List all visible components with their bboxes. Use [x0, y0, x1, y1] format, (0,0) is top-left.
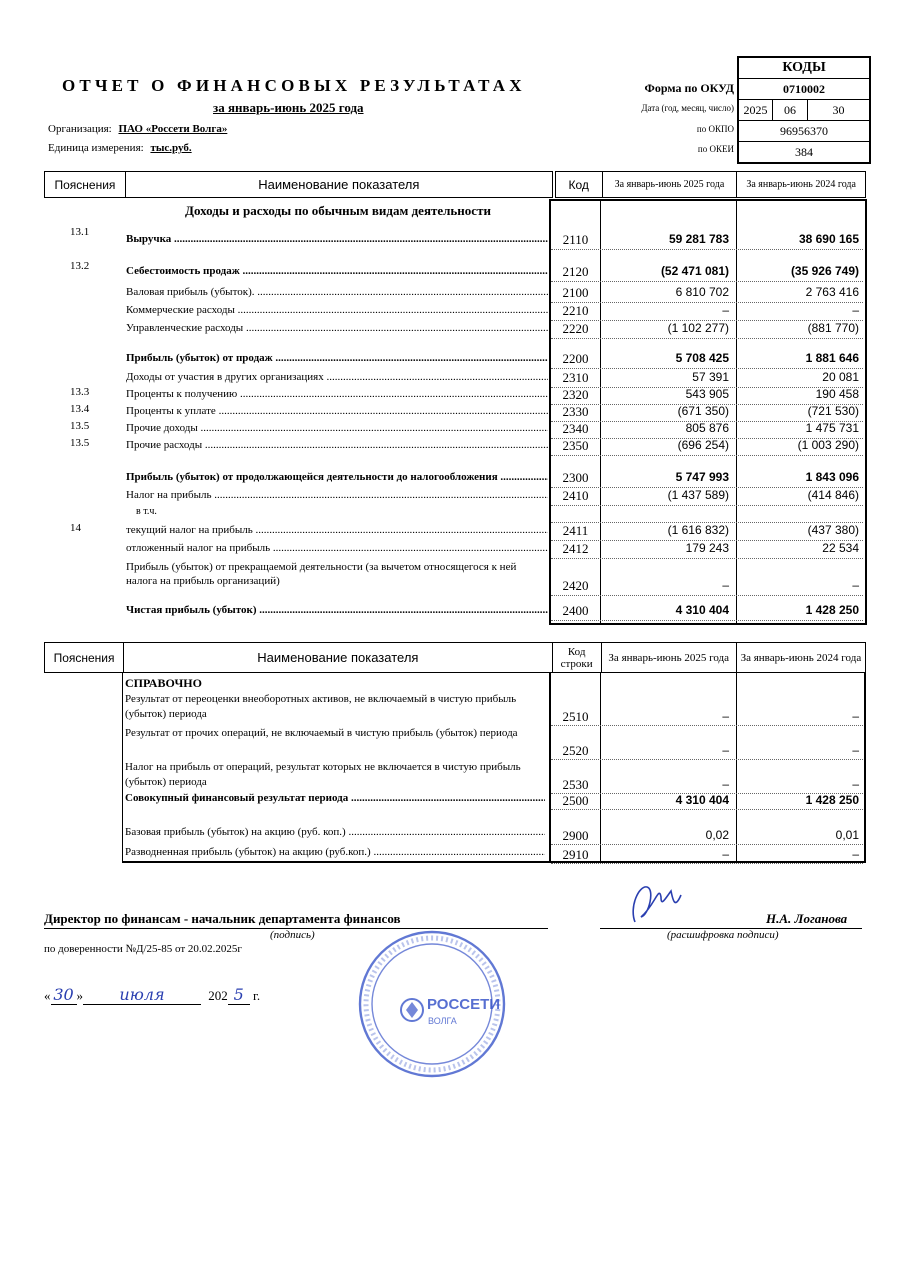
t1-section-title: Доходы и расходы по обычным видам деятельности — [185, 203, 491, 218]
row-divider — [551, 759, 863, 760]
org-row — [48, 123, 227, 135]
okpo-label: по ОКПО — [696, 124, 734, 134]
org-value: ПАО «Россети Волга» — [118, 123, 228, 135]
row-name: Валовая прибыль (убыток). ..... — [126, 286, 548, 298]
t2-col-2024: За январь-июнь 2024 года — [736, 643, 865, 673]
row-code: 2320 — [562, 387, 589, 402]
row-code: 2412 — [562, 541, 589, 556]
row-value-2025: – — [722, 847, 729, 861]
row-value-2024: 38 690 165 — [798, 232, 859, 246]
table2-header — [44, 642, 866, 673]
row-note: 13.5 — [70, 420, 90, 432]
t1-col-2025: За январь-июнь 2025 года — [602, 172, 737, 198]
date-month: 06 — [772, 100, 807, 120]
row-name: Разводненная прибыль (убыток) на акцию (руб.коп.) ..... — [125, 846, 545, 858]
row-code: 2900 — [562, 828, 589, 843]
report-title: ОТЧЕТ О ФИНАНСОВЫХ РЕЗУЛЬТАТАХ — [62, 76, 526, 95]
t1-col-2024: За январь-июнь 2024 года — [737, 172, 866, 198]
date-day: 30 — [51, 985, 77, 1005]
row-value-2025: (1 616 832) — [667, 523, 729, 537]
row-value-2025: – — [722, 709, 729, 723]
row-name: Прибыль (убыток) от продаж ..... — [126, 352, 548, 364]
stamp-logo-icon — [401, 999, 423, 1021]
row-value-2024: (437 380) — [807, 523, 859, 537]
row-note: 13.2 — [70, 260, 90, 272]
okei-label: по ОКЕИ — [697, 144, 734, 154]
row-divider — [551, 620, 863, 621]
row-value-2024: (35 926 749) — [790, 264, 859, 278]
row-name: Совокупный финансовый результат периода ..... — [125, 792, 545, 804]
t1-col-notes: Пояснения — [45, 172, 126, 198]
date-label: Дата (год, месяц, число) — [641, 103, 734, 113]
row-value-2025: (696 254) — [677, 438, 729, 452]
row-note: 13.4 — [70, 403, 90, 415]
row-divider — [551, 844, 863, 845]
okud-label: Форма по ОКУД — [644, 81, 734, 95]
date-day: 30 — [807, 100, 869, 120]
row-value-2025: – — [722, 743, 729, 757]
unit-value: тыс.руб. — [150, 142, 192, 154]
row-name: отложенный налог на прибыль ..... — [126, 542, 548, 554]
t2-col-notes: Пояснения — [45, 643, 124, 673]
row-code: 2100 — [562, 285, 589, 300]
row-value-2024: 1 428 250 — [805, 793, 859, 807]
row-value-2025: 6 810 702 — [675, 285, 729, 299]
date-line — [44, 985, 260, 1005]
row-value-2024: (1 003 290) — [797, 438, 859, 452]
row-value-2025: 179 243 — [685, 541, 729, 555]
row-name: Прибыль (убыток) от прекращаемой деятельности (за вычетом относящегося к ней налога на прибыль организаций) — [126, 561, 517, 587]
row-value-2024: 1 475 731 — [805, 421, 859, 435]
row-code: 2120 — [562, 264, 589, 279]
row-code: 2530 — [562, 777, 589, 792]
row-value-2024: – — [852, 709, 859, 723]
row-name: Прочие расходы ..... — [126, 439, 548, 451]
row-value-2024: 20 081 — [822, 370, 859, 384]
row-code: 2310 — [562, 370, 589, 385]
row-code: 2410 — [562, 488, 589, 503]
row-code: 2350 — [562, 438, 589, 453]
row-value-2024: – — [852, 578, 859, 592]
row-value-2024: – — [852, 303, 859, 317]
row-divider — [551, 558, 863, 559]
row-note: 14 — [70, 522, 81, 534]
row-divider — [551, 368, 863, 369]
row-value-2025: (1 102 277) — [667, 321, 729, 335]
unit-label: Единица измерения: — [48, 142, 144, 154]
row-name: Доходы от участия в других организациях ..... — [126, 371, 548, 383]
row-divider — [551, 595, 863, 596]
proxy-text: по доверенности №Д/25-85 от 20.02.2025г — [44, 943, 242, 955]
row-name: Прочие доходы ..... — [126, 422, 548, 434]
row-value-2024: 1 428 250 — [805, 603, 859, 617]
row-value-2025: 5 747 993 — [675, 470, 729, 484]
row-code: 2200 — [562, 351, 589, 366]
row-name: Проценты к уплате ..... — [126, 405, 548, 417]
report-period: за январь-июнь 2025 года — [213, 100, 364, 115]
table1-header — [44, 171, 866, 198]
row-divider — [551, 249, 863, 250]
row-note: 13.5 — [70, 437, 90, 449]
row-code: 2110 — [562, 232, 589, 247]
row-divider — [551, 455, 863, 456]
row-divider — [551, 725, 863, 726]
row-code: 2510 — [562, 709, 589, 724]
row-code: 2420 — [562, 578, 589, 593]
date-open: « — [44, 988, 51, 1003]
t2-col-code: Код строки — [552, 643, 601, 673]
row-name: Себестоимость продаж ..... — [126, 265, 548, 277]
row-code: 2500 — [562, 793, 589, 808]
date-month: июля — [83, 985, 201, 1005]
row-value-2025: – — [722, 303, 729, 317]
row-value-2025: – — [722, 578, 729, 592]
row-code: 2210 — [562, 303, 589, 318]
stamp-sub: ВОЛГА — [428, 1016, 457, 1026]
row-value-2024: 2 763 416 — [805, 285, 859, 299]
date-year: 2025 — [743, 103, 768, 117]
row-code: 2340 — [562, 421, 589, 436]
row-value-2025: 4 310 404 — [675, 603, 729, 617]
row-value-2024: (721 530) — [807, 404, 859, 418]
row-note: 13.1 — [70, 226, 90, 238]
t2-col-name: Наименование показателя — [124, 643, 553, 673]
row-divider — [551, 863, 863, 864]
row-code: 2910 — [562, 847, 589, 862]
row-code: 2411 — [562, 523, 589, 538]
signature-mark — [625, 877, 705, 929]
row-value-2025: – — [722, 777, 729, 791]
row-value-2024: 1 843 096 — [805, 470, 859, 484]
row-value-2024: 1 881 646 — [805, 351, 859, 365]
row-code: 2520 — [562, 743, 589, 758]
codes-title: КОДЫ — [782, 60, 826, 75]
codes-box — [737, 56, 871, 164]
row-name: Управленческие расходы ..... — [126, 322, 548, 334]
row-value-2024: – — [852, 743, 859, 757]
row-value-2025: 5 708 425 — [675, 351, 729, 365]
okei-code: 384 — [739, 141, 869, 162]
row-value-2024: – — [852, 847, 859, 861]
row-code: 2220 — [562, 321, 589, 336]
row-name: Результат от прочих операций, не включаемый в чистую прибыль (убыток) периода — [125, 727, 518, 739]
row-divider — [551, 281, 863, 282]
row-value-2025: (1 437 589) — [667, 488, 729, 502]
row-code: 2300 — [562, 470, 589, 485]
row-name: текущий налог на прибыль ..... — [126, 524, 548, 536]
row-value-2024: 22 534 — [822, 541, 859, 555]
t1-col-name: Наименование показателя — [125, 172, 552, 198]
okpo-code: 96956370 — [739, 120, 869, 141]
row-value-2025: (671 350) — [677, 404, 729, 418]
row-name: Результат от переоценки внеоборотных активов, не включаемый в чистую прибыль (убыток) периода — [125, 693, 517, 720]
date-code — [739, 99, 869, 120]
row-name: Выручка ..... — [126, 233, 548, 245]
date-close: » — [76, 988, 83, 1003]
row-value-2025: 805 876 — [685, 421, 729, 435]
row-value-2024: – — [852, 777, 859, 791]
name-caption: (расшифровка подписи) — [667, 929, 779, 941]
t2-section-title: СПРАВОЧНО — [125, 676, 202, 690]
unit-row — [48, 142, 192, 154]
sign-caption: (подпись) — [270, 929, 315, 941]
row-value-2025: 0,02 — [705, 828, 729, 842]
row-divider — [551, 505, 863, 506]
row-name: Налог на прибыль от операций, результат которых не включается в чистую прибыль (убыток) периода — [125, 761, 521, 788]
t2-col-2025: За январь-июнь 2025 года — [601, 643, 736, 673]
row-divider — [551, 338, 863, 339]
row-divider — [551, 809, 863, 810]
stamp-brand: РОССЕТИ — [427, 996, 501, 1013]
signer-name: Н.А. Логанова — [766, 911, 848, 926]
row-code: 2330 — [562, 404, 589, 419]
row-name: Прибыль (убыток) от продолжающейся деятельности до налогообложения ..... — [126, 471, 548, 483]
row-name: Чистая прибыль (убыток) ..... — [126, 604, 548, 616]
row-value-2025: 4 310 404 — [675, 793, 729, 807]
company-stamp — [356, 928, 508, 1080]
row-value-2025: 57 391 — [692, 370, 729, 384]
row-value-2025: 59 281 783 — [668, 232, 729, 246]
row-code: 2400 — [562, 603, 589, 618]
row-name: Коммерческие расходы ..... — [126, 304, 548, 316]
row-value-2024: 0,01 — [835, 828, 859, 842]
row-value-2024: 190 458 — [815, 387, 859, 401]
okud-code: 0710002 — [739, 78, 869, 99]
row-value-2024: (414 846) — [807, 488, 859, 502]
row-value-2025: (52 471 081) — [660, 264, 729, 278]
org-label: Организация: — [48, 123, 112, 135]
row-value-2024: (881 770) — [807, 321, 859, 335]
date-year-prefix: 202 — [208, 988, 228, 1003]
signer-position: Директор по финансам - начальник департамента финансов — [44, 911, 401, 926]
t1-col-code: Код — [555, 172, 602, 198]
row-name: Проценты к получению ..... — [126, 388, 548, 400]
date-year-suffix: г. — [253, 988, 261, 1003]
row-value-2025: 543 905 — [685, 387, 729, 401]
date-year-digit: 5 — [228, 985, 250, 1005]
row-name: в т.ч. — [136, 506, 157, 517]
row-name: Базовая прибыль (убыток) на акцию (руб. коп.) ..... — [125, 826, 545, 838]
row-note: 13.3 — [70, 386, 90, 398]
row-name: Налог на прибыль ..... — [126, 489, 548, 501]
